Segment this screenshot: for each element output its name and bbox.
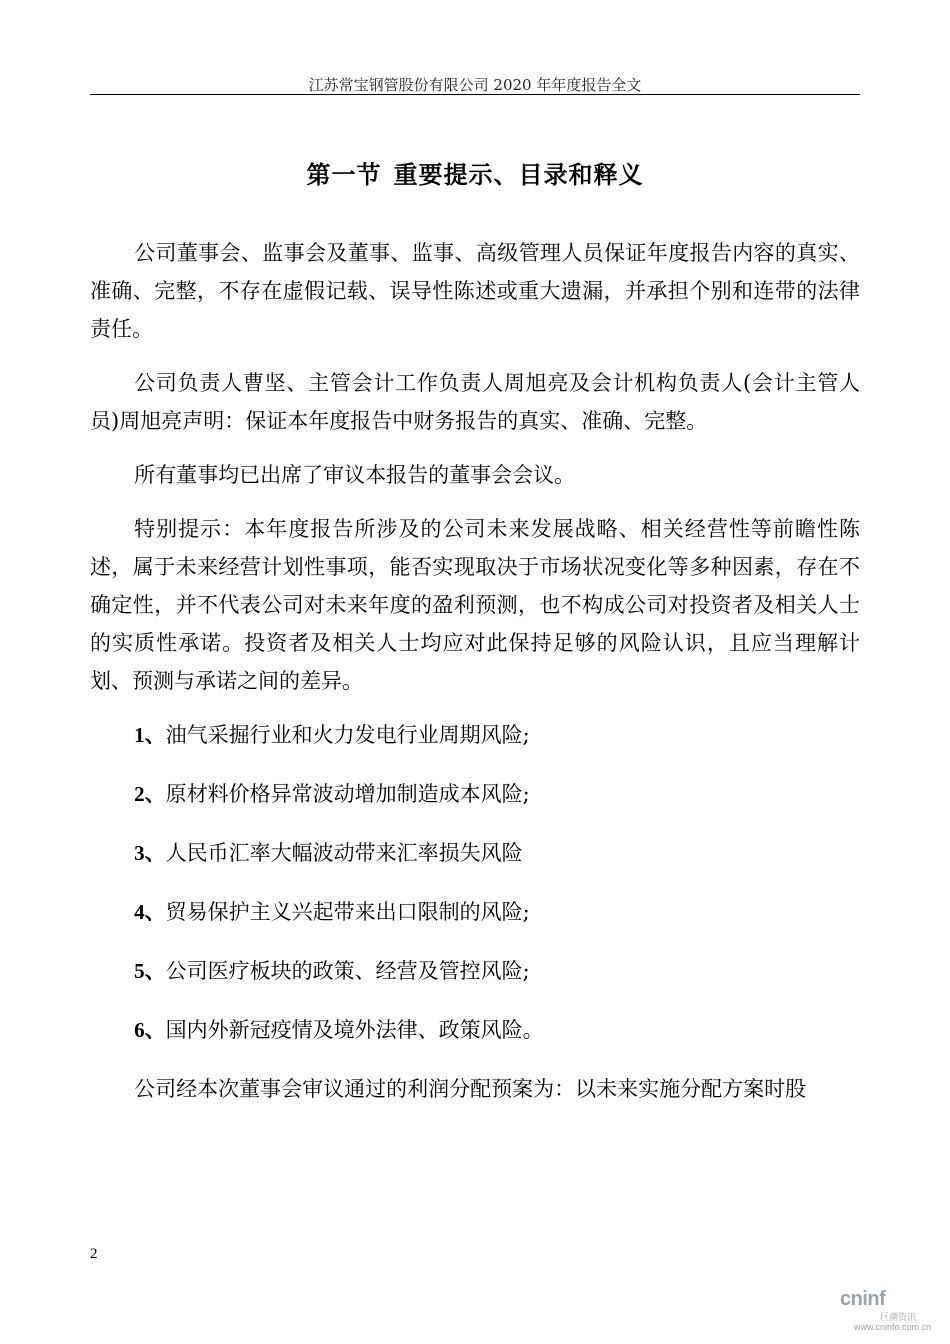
risk-text: 原材料价格异常波动增加制造成本风险; [165, 782, 530, 806]
document-body [90, 234, 860, 1124]
page-number: 2 [90, 1246, 98, 1262]
risk-number: 1、 [134, 723, 166, 747]
paragraph-attendance: 所有董事均已出席了审议本报告的董事会会议。 [134, 463, 576, 487]
risk-item [90, 952, 860, 990]
document-header: 江苏常宝钢管股份有限公司 2020 年年度报告全文 [308, 76, 642, 94]
risk-item [90, 775, 860, 813]
risk-number: 2、 [134, 782, 166, 806]
risk-text: 人民币汇率大幅波动带来汇率损失风险 [165, 841, 523, 865]
watermark-cn-text: 巨潮资讯 [880, 1313, 917, 1323]
risk-number: 5、 [134, 959, 166, 983]
paragraph-profit-distribution: 公司经本次董事会审议通过的利润分配预案为：以未来实施分配方案时股 [134, 1077, 807, 1101]
risk-item [90, 1011, 860, 1049]
header-divider [90, 94, 860, 95]
risk-text: 国内外新冠疫情及境外法律、政策风险。 [165, 1018, 544, 1042]
risk-item [90, 893, 860, 931]
paragraph-responsibility: 公司董事会、监事会及董事、监事、高级管理人员保证年度报告内容的真实、准确、完整，不存在虚假记载、误导性陈述或重大遗漏，并承担个别和连带的法律责任。 [90, 241, 860, 341]
risk-number: 3、 [134, 841, 166, 865]
risk-text: 油气采掘行业和火力发电行业周期风险; [165, 723, 530, 747]
section-title [90, 155, 860, 190]
watermark-url: www.cninfo.com.cn [854, 1322, 932, 1332]
section-number: 第一节 [306, 160, 382, 189]
paragraph-special-notice: 特别提示：本年度报告所涉及的公司未来发展战略、相关经营性等前瞻性陈述，属于未来经营计划性事项，能否实现取决于市场状况变化等多种因素，存在不确定性，并不代表公司对未来年度的盈利预测，也不构成公司对投资者及相关人士的实质性承诺。投资者及相关人士均应对此保持足够的风险认识，且应当理解计划、预测与承诺之间的差异。 [90, 517, 860, 693]
cninfo-watermark [840, 1288, 940, 1336]
risk-number: 4、 [134, 900, 166, 924]
paragraph-declaration: 公司负责人曹坚、主管会计工作负责人周旭亮及会计机构负责人(会计主管人员)周旭亮声明：保证本年度报告中财务报告的真实、准确、完整。 [90, 371, 860, 433]
risk-text: 公司医疗板块的政策、经营及管控风险; [165, 959, 530, 983]
risk-text: 贸易保护主义兴起带来出口限制的风险; [165, 900, 530, 924]
risk-number: 6、 [134, 1018, 166, 1042]
risk-item [90, 834, 860, 872]
risk-item [90, 716, 860, 754]
cninfo-logo-icon: cninf [840, 1288, 886, 1310]
section-name: 重要提示、目录和释义 [393, 160, 644, 189]
